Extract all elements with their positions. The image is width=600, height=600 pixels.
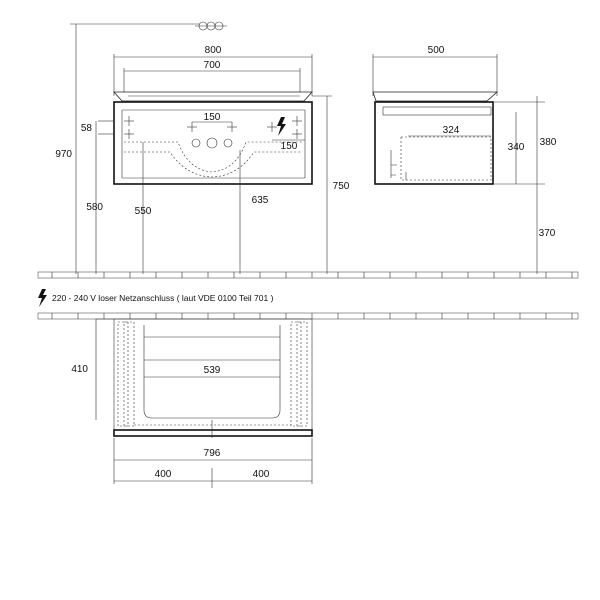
plan-view [71,319,312,488]
dim-electrical-offset: 150 [280,141,298,152]
dim-side-340: 340 [507,142,525,153]
dim-width-outer: 800 [204,45,222,56]
dim-side-370: 370 [538,228,556,239]
dim-mount-550: 550 [134,206,152,217]
floor-band-plan-view [38,313,578,319]
dim-tap-spacing: 150 [203,112,221,123]
dim-drawer-inner: 324 [442,125,460,136]
dim-tap-offset: 58 [80,123,92,134]
dim-mount-635: 635 [251,195,269,206]
electrical-note [38,289,274,307]
front-view [55,24,349,274]
lightning-bolt-icon [277,117,286,136]
tap-handle-icon [195,22,227,30]
side-view [373,45,557,274]
electrical-note-text: 220 - 240 V loser Netzanschluss ( laut VDE 0100 Teil 701 ) [52,293,274,303]
floor-band-front-view [38,272,578,278]
dim-depth-outer: 500 [427,45,445,56]
dim-plan-depth: 410 [71,364,88,375]
dim-total-height: 970 [55,149,72,160]
dim-half-left: 400 [154,469,172,480]
dim-half-right: 400 [252,469,270,480]
dim-side-380: 380 [539,137,557,148]
lightning-bolt-icon [38,289,47,307]
dim-plan-drawer-width: 539 [203,365,221,376]
dim-mount-750: 750 [332,181,350,192]
dim-mount-580: 580 [86,202,103,213]
dim-width-basin: 700 [203,60,221,71]
dim-plan-width: 796 [203,448,221,459]
